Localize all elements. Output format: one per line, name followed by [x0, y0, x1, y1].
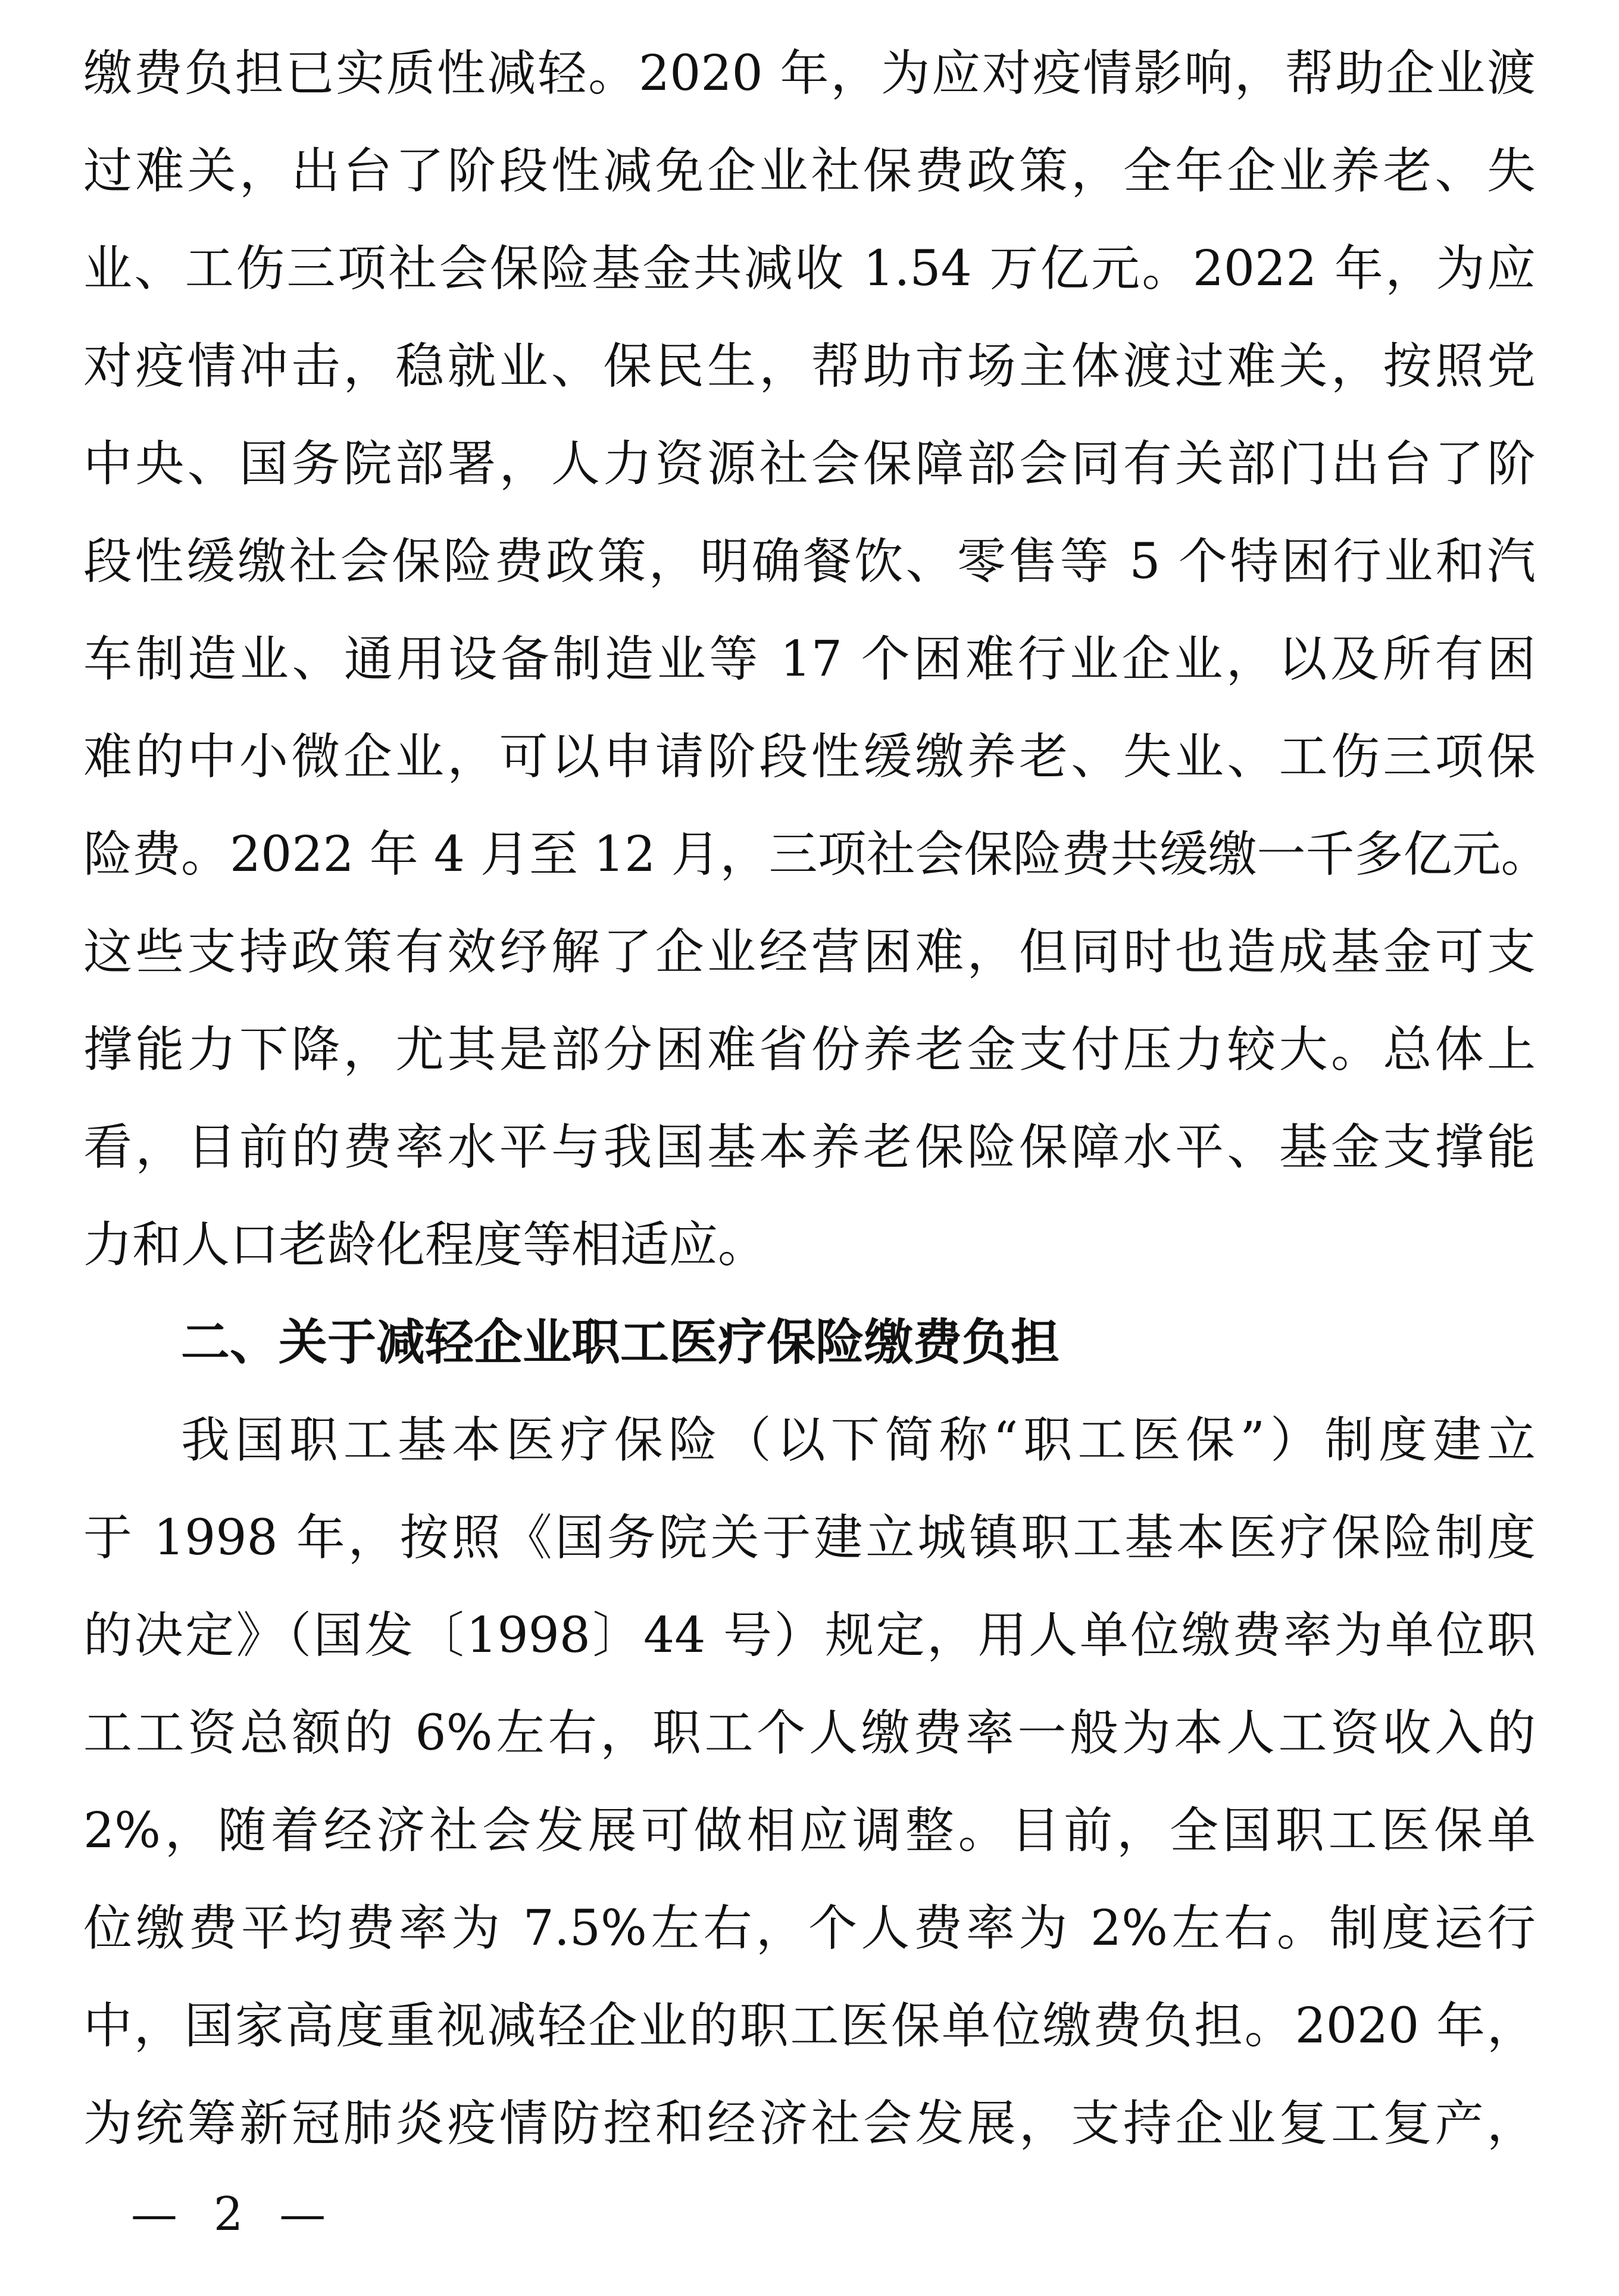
section-heading: 二、关于减轻企业职工医疗保险缴费负担	[181, 1314, 1060, 1371]
body-line-5: 中央、国务院部署，人力资源社会保障部会同有关部门出台了阶	[83, 436, 1536, 492]
body-line-8: 难的中小微企业，可以申请阶段性缓缴养老、失业、工伤三项保	[83, 729, 1536, 785]
body-line-11: 撑能力下降，尤其是部分困难省份养老金支付压力较大。总体上	[83, 1022, 1536, 1078]
page-number: — 2 —	[131, 2188, 337, 2241]
body-line-7: 车制造业、通用设备制造业等 17 个困难行业企业，以及所有困	[83, 631, 1536, 688]
body-line-6: 段性缓缴社会保险费政策，明确餐饮、零售等 5 个特困行业和汽	[83, 533, 1536, 590]
body-line-16: 于 1998 年，按照《国务院关于建立城镇职工基本医疗保险制度	[83, 1510, 1536, 1566]
body-line-22: 为统筹新冠肺炎疫情防控和经济社会发展，支持企业复工复产，	[83, 2095, 1536, 2152]
body-line-15: 我国职工基本医疗保险（以下简称“职工医保”）制度建立	[181, 1412, 1536, 1469]
body-line-20: 位缴费平均费率为 7.5%左右，个人费率为 2%左右。制度运行	[83, 1900, 1536, 1957]
body-line-12: 看，目前的费率水平与我国基本养老保险保障水平、基金支撑能	[83, 1119, 1536, 1176]
body-line-19: 2%，随着经济社会发展可做相应调整。目前，全国职工医保单	[83, 1803, 1536, 1859]
body-line-3: 业、工伤三项社会保险基金共减收 1.54 万亿元。2022 年，为应	[83, 240, 1536, 297]
body-line-13: 力和人口老龄化程度等相适应。	[83, 1217, 767, 1273]
body-line-10: 这些支持政策有效纾解了企业经营困难，但同时也造成基金可支	[83, 924, 1536, 980]
body-line-21: 中，国家高度重视减轻企业的职工医保单位缴费负担。2020 年，	[83, 1998, 1536, 2054]
body-line-2: 过难关，出台了阶段性减免企业社保费政策，全年企业养老、失	[83, 143, 1536, 199]
body-line-1: 缴费负担已实质性减轻。2020 年，为应对疫情影响，帮助企业渡	[83, 45, 1536, 102]
body-line-18: 工工资总额的 6%左右，职工个人缴费率一般为本人工资收入的	[83, 1705, 1536, 1761]
body-line-4: 对疫情冲击，稳就业、保民生，帮助市场主体渡过难关，按照党	[83, 338, 1536, 395]
body-line-9: 险费。2022 年 4 月至 12 月，三项社会保险费共缓缴一千多亿元。	[83, 826, 1550, 883]
body-line-17: 的决定》（国发〔1998〕44 号）规定，用人单位缴费率为单位职	[83, 1607, 1536, 1664]
